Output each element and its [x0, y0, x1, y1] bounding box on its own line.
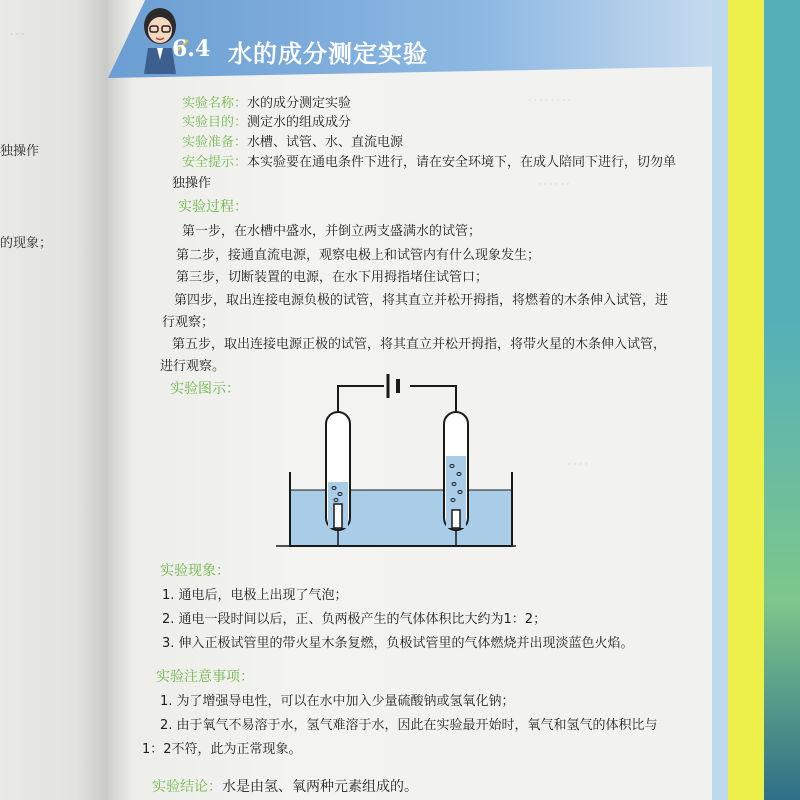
- left-page-fragment: 的现象；: [0, 236, 53, 251]
- page-edge-green: [764, 0, 800, 800]
- process-step: 第三步，切断装置的电源，在水下用拇指堵住试管口；: [176, 270, 489, 285]
- info-name: 实验名称：水的成分测定实验: [182, 96, 352, 111]
- book-page: 6.4 水的成分测定实验 实验名称：水的成分测定实验 实验目的：测定水的组成成分 实验准备：水槽、试管、水、直流电源 安全提示：本实验要在通电条件下进行，请在安全环境下，在成人陪同下进行，切勿单 独操作 实验过程： 第一步，在水槽中盛水，并倒立两支盛满水的试管； 第二步，接通直流电源，观察电极上和试管内有什么现象发生； 第三步，切断装置的电源，在水下用拇指堵住试管口； 第四步，取出连接电源负极的试管，将其直立并松开拇指，将燃着的木条伸入试管，进 行观察； 第五步，取出连接电源正极的试管，将其直立并松开拇指，将带火星的木条伸入试管， 进行观察。 实验图示： 实验现象： 1. 通电后，电极上出现了气泡； 2. 通电一段时间以后，正、负两极产生的气体体积比大约为1：2； 3. 伸入正极试管里的带火星木条复燃，负极试管里的气体燃烧并出现淡蓝色火焰。 实验注意事项： 1. 为了增强导电性，可以在水中加入少量硫酸钠或氢氧化钠； 2. 由于氧气不易溶于水，氢气难溶于水，因此在实验最开始时，氧气和氢气的体积比与 1：2不符，此为正常现象。 实验结论：水是由氢、氧两种元素组成的。 · · · · · · · · · · · · · · · · · ·: [108, 0, 728, 800]
- process-step: 第四步，取出连接电源负极的试管，将其直立并松开拇指，将燃着的木条伸入试管，进: [174, 293, 669, 308]
- info-purpose: 实验目的：测定水的组成成分: [182, 115, 352, 130]
- notes-item: 1. 为了增强导电性，可以在水中加入少量硫酸钠或氢氧化钠；: [160, 694, 515, 709]
- info-safety-continuation: 独操作: [172, 176, 212, 191]
- phenomena-heading: 实验现象：: [160, 563, 230, 579]
- notes-item: 1：2不符，此为正常现象。: [142, 742, 302, 757]
- left-page-fragment: 独操作: [0, 144, 40, 159]
- electrolysis-diagram: [276, 370, 516, 560]
- phenomena-item: 1. 通电后，电极上出现了气泡；: [162, 588, 348, 603]
- process-step: 行观察；: [162, 315, 215, 330]
- left-page: · · · 独操作 的现象；: [0, 0, 108, 800]
- process-step: 第二步，接通直流电源，观察电极上和试管内有什么现象发生；: [176, 248, 541, 263]
- section-number: 6.4: [172, 36, 211, 62]
- page-edge-yellow: [728, 0, 764, 800]
- process-step: 进行观察。: [160, 359, 226, 374]
- process-step: 第五步，取出连接电源正极的试管，将其直立并松开拇指，将带火星的木条伸入试管，: [172, 337, 667, 352]
- info-safety: 安全提示：本实验要在通电条件下进行，请在安全环境下，在成人陪同下进行，切勿单: [182, 155, 677, 170]
- conclusion: 实验结论：水是由氢、氧两种元素组成的。: [152, 779, 418, 795]
- figure-heading: 实验图示：: [170, 381, 240, 397]
- phenomena-item: 2. 通电一段时间以后，正、负两极产生的气体体积比大约为1：2；: [162, 612, 547, 627]
- process-step: 第一步，在水槽中盛水，并倒立两支盛满水的试管；: [182, 224, 482, 239]
- info-prep: 实验准备：水槽、试管、水、直流电源: [182, 135, 404, 150]
- notes-item: 2. 由于氧气不易溶于水，氢气难溶于水，因此在实验最开始时，氧气和氢气的体积比与: [160, 718, 658, 733]
- process-heading: 实验过程：: [178, 199, 248, 215]
- phenomena-item: 3. 伸入正极试管里的带火星木条复燃，负极试管里的气体燃烧并出现淡蓝色火焰。: [162, 636, 634, 651]
- notes-heading: 实验注意事项：: [156, 669, 254, 685]
- section-title: 水的成分测定实验: [228, 40, 428, 68]
